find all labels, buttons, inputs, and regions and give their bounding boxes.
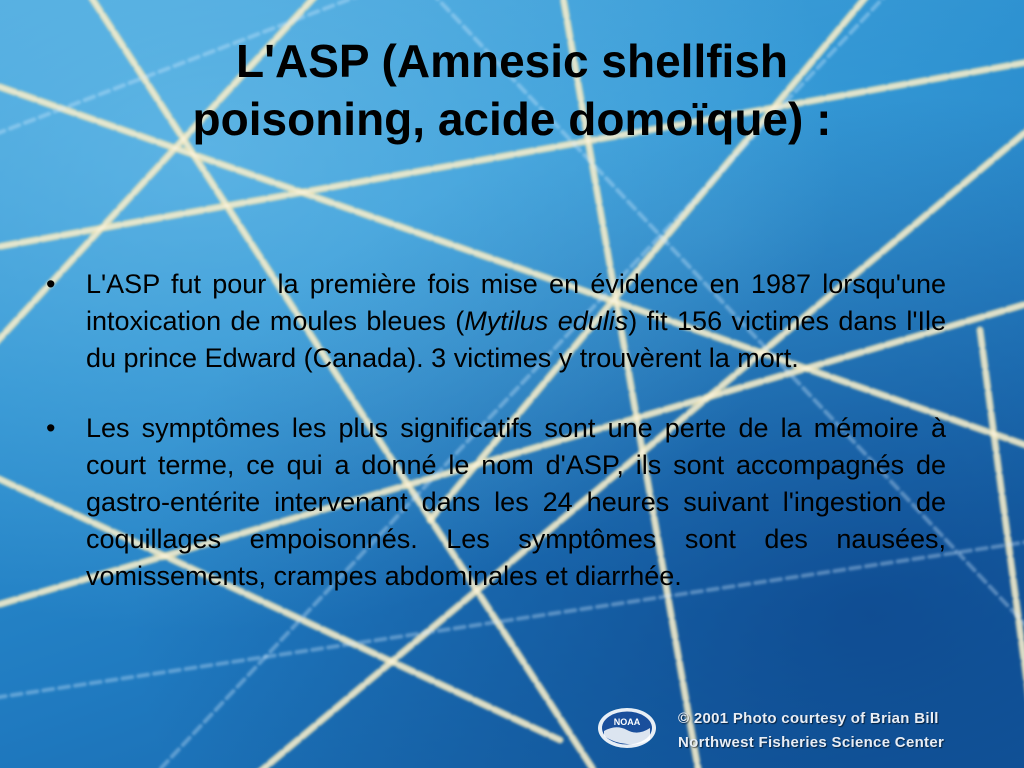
title-line-1: L'ASP (Amnesic shellfish <box>235 35 789 87</box>
bullet-marker: • <box>46 269 56 299</box>
bullet-item-symptoms <box>44 410 946 595</box>
slide-title <box>60 32 964 148</box>
photo-credit <box>596 700 1016 760</box>
bullet-item-asp-history <box>44 266 946 377</box>
noaa-logo-text: NOAA <box>613 717 641 727</box>
noaa-logo-icon <box>596 706 658 750</box>
species-name: Mytilus edulis <box>464 306 629 336</box>
bullet-text-part1: L'ASP fut pour la première fois mise en évidence en 1987 lorsqu'une intoxication de moules bleues ( <box>86 269 946 336</box>
bullet-marker: • <box>46 413 56 443</box>
bullet-text-part2: ) fit 156 victimes dans l'Ile du prince Edward (Canada). 3 victimes y trouvèrent la mort. <box>86 306 946 373</box>
credit-line-1: © 2001 Photo courtesy of Brian Bill <box>678 710 939 727</box>
title-line-2: poisoning, acide domoïque) : <box>192 93 832 145</box>
bullet-list <box>44 266 946 628</box>
bullet-text: Les symptômes les plus significatifs sont une perte de la mémoire à court terme, ce qui a donné le nom d'ASP, ils sont accompagnés de gastro-entérite intervenant dans les 24 heures suivant l'ingestion de coquillages empoisonnés. Les symptômes sont des nausées, vomissements, crampes abdominales et diarrhée. <box>86 413 946 591</box>
credit-line-2: Northwest Fisheries Science Center <box>678 734 945 751</box>
